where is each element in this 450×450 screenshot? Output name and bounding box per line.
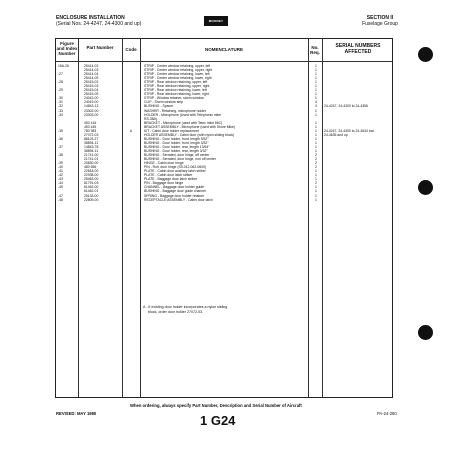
nomenclature-cell: CLIP - Storm window strip [144, 100, 184, 105]
fig-cell: -39 [58, 161, 63, 166]
quantity-cell: 1 [315, 112, 317, 117]
quantity-cell: 1 [315, 197, 317, 202]
quantity-cell: 1 [315, 185, 317, 190]
part-number-cell: 61462-00 [84, 185, 99, 190]
parts-table [55, 38, 393, 398]
quantity-cell: 2 [315, 153, 317, 158]
nomenclature-cell: BUSHING - Serrated, door hinge, off center [144, 153, 210, 158]
part-number-cell: 25414-03 [84, 68, 99, 73]
part-number-cell: 25414-05 [84, 76, 99, 81]
quantity-cell: 1 [315, 169, 317, 174]
quantity-cell: 1 [315, 84, 317, 89]
part-number-cell: 23303-00 [84, 112, 99, 117]
nomenclature-cell: HINGE - Cabin door hinge [144, 161, 184, 166]
quantity-cell: 1 [315, 193, 317, 198]
nomenclature-cell: PLATE - Cabin door auxiliary latch striker [144, 169, 206, 174]
fig-cell: -40 [58, 165, 63, 170]
fig-cell: -29 [58, 88, 63, 93]
header-left [56, 15, 141, 27]
nomenclature-cell: BUSHING - Spacer [144, 104, 174, 109]
nomenclature-cell: STRIP - Rear window retaining, lower, right [144, 92, 209, 97]
nomenclature-cell: KIT - Cabin door holder replacement [144, 128, 199, 133]
fig-cell: -37 [58, 144, 63, 149]
quantity-cell: 4 [315, 104, 317, 109]
enclosure-title: ENCLOSURE INSTALLATION [56, 15, 125, 21]
part-number-cell: 25415-05 [84, 92, 99, 97]
part-number-cell: 480 656 [84, 165, 97, 170]
binder-hole [418, 325, 433, 340]
part-number-cell: 25414-02 [84, 64, 99, 68]
binder-hole [418, 180, 433, 195]
nomenclature-cell: BRACKET - Microphone (used with Telex mike 66C) [144, 120, 223, 125]
part-number-cell: 25463-00 [84, 177, 99, 182]
nomenclature-cell: BUSHING - Door holder, front, length 9/32" [144, 136, 209, 141]
fig-cell: -35 [58, 128, 63, 133]
part-number-cell: 453 416 [84, 120, 97, 125]
section-label: SECTION II [366, 15, 394, 21]
nomenclature-cell: BUSHING - Serrated, door hinge, non off center [144, 157, 216, 162]
fig-cell: -34 [58, 112, 63, 117]
page-code: PA-24-260 [377, 411, 397, 416]
nomenclature-cell: STRIP - Center window retaining, upper, left [144, 64, 211, 68]
logo-text: MOONEY [208, 19, 224, 23]
nomenclature-cell: HOLDER - Microphone (Used with Telephonic mike [144, 112, 222, 117]
code-note [143, 305, 227, 315]
ordering-instruction: When ordering, always specify Part Number, Description and Serial Number of Aircraft [130, 403, 302, 408]
quantity-cell: 1 [315, 88, 317, 93]
nomenclature-cell: WASHER - Retaining, microphone holder [144, 108, 207, 113]
quantity-cell: 2 [315, 165, 317, 170]
part-number-cell: 61462-01 [84, 189, 99, 194]
quantity-cell: 1 [315, 108, 317, 113]
nomenclature-cell: STRIP - Rear window retaining, upper, right [144, 84, 210, 89]
part-number-cell: 453 445 [84, 124, 97, 129]
fig-cell: -41 [58, 169, 63, 174]
quantity-cell: 1 [315, 148, 317, 153]
note-line: block, order door holder 27072-03. [148, 310, 204, 314]
nomenclature-cell: BUSHING - Door holder, front, length 3/32" [144, 140, 209, 145]
part-number-cell: 24042-00 [84, 96, 99, 101]
nomenclature-cell: RS-38A) [144, 116, 158, 121]
serial-cell: 24-4247, 24-4300 to 24-4356 [324, 104, 368, 109]
part-number-cell: 23302-00 [84, 108, 99, 113]
fig-cell: -32 [58, 104, 63, 109]
revision-date: REVISED: MAY 1980 [56, 411, 97, 416]
nomenclature-cell: CHANNEL - Baggage door holder guide [144, 185, 204, 190]
nomenclature-cell: STRIP - Window retainer, storm window [144, 96, 204, 101]
part-number-cell: 21741-01 [84, 157, 99, 162]
quantity-cell: 1 [315, 72, 317, 77]
nomenclature-cell: PIN - Baggage door hinge [144, 181, 184, 186]
fig-cell: -36 [58, 136, 63, 141]
nomenclature-cell: BUSHING - Baggage door guide channel [144, 189, 206, 194]
code-cell: A [129, 128, 133, 133]
nomenclature-cell: STRIP - Center window retaining, lower, left [144, 72, 210, 77]
part-number-cell: 20830-00 [84, 161, 99, 166]
part-number-cell: 780 983 [84, 128, 97, 133]
part-number-cell: 38894-11 [84, 148, 99, 153]
part-number-cell: 88103-27 [84, 136, 99, 141]
serial-cell: 24-4635 and up [324, 132, 348, 137]
quantity-cell: 1 [315, 96, 317, 101]
quantity-cell: 1 [315, 132, 317, 137]
fig-cell: -44 [58, 181, 63, 186]
part-number-cell: 21741-00 [84, 153, 99, 158]
part-number-cell: 22938-00 [84, 173, 99, 178]
quantity-cell: 4 [315, 100, 317, 105]
col-header-part: Part Number [86, 45, 114, 50]
col-header-code: Code [125, 47, 137, 52]
quantity-cell: 1 [315, 173, 317, 178]
serial-range-subtitle: (Serial Nos. 24-4247, 24-4300 and up) [56, 21, 142, 27]
part-number-cell: 25415-02 [84, 80, 99, 85]
quantity-cell: 1 [315, 64, 317, 68]
nomenclature-cell: PLATE - Baggage door latch striker [144, 177, 198, 182]
brand-logo [204, 16, 228, 26]
note-line: A - If existing door holder incorporates a nylon sliding [143, 305, 228, 309]
quantity-cell: 1 [315, 177, 317, 182]
quantity-cell: 1 [315, 92, 317, 97]
part-number-cell: 25414-04 [84, 72, 99, 77]
fig-cell: -48 [58, 197, 63, 202]
quantity-cell: 2 [315, 157, 317, 162]
nomenclature-cell: STRIP - Center window retaining, upper, right [144, 68, 213, 73]
part-number-cell: 27072-03 [84, 132, 99, 137]
nomenclature-cell: STRIP - Center window retaining, lower, right [144, 76, 212, 81]
fig-cell: -30 [58, 96, 63, 101]
col-header-fig: Figure and Index Number [56, 41, 78, 57]
quantity-cell: 1 [315, 144, 317, 149]
fig-cell: -31 [58, 100, 63, 105]
part-number-cell: 25415-04 [84, 88, 99, 93]
nomenclature-cell: BUSHING - Door holder, rear, length 13/64" [144, 144, 210, 149]
part-number-cell: 22818-00 [84, 169, 99, 174]
quantity-cell: 1 [315, 120, 317, 125]
quantity-cell: 1 [315, 136, 317, 141]
quantity-cell: 1 [315, 140, 317, 145]
serial-cell: 24-4247, 24-4300 to 24-4634 incl. [324, 128, 375, 133]
fig-cell: -27 [58, 72, 63, 77]
binder-hole [418, 47, 433, 62]
part-number-cell: 25133-00 [84, 193, 99, 198]
part-number-cell: 81791-03 [84, 181, 99, 186]
quantity-cell: 1 [315, 76, 317, 81]
quantity-cell: 1 [315, 80, 317, 85]
nomenclature-cell: STRIP - Rear window retaining, upper, left [144, 80, 208, 85]
fig-cell: -43 [58, 177, 63, 182]
table-row [56, 198, 394, 202]
col-header-req: No. Req. [310, 45, 320, 56]
table-body [56, 64, 394, 202]
fig-cell: -33 [58, 108, 63, 113]
nomenclature-cell: BRACKET ASSEMBLY - Microphone (used with Shure Mike) [144, 124, 236, 129]
part-number-cell: 25415-03 [84, 84, 99, 89]
nomenclature-cell: PLATE - Cabin door latch striker [144, 173, 193, 178]
nomenclature-cell: BUSHING - Door holder, rear, length 3/32" [144, 148, 208, 153]
quantity-cell: 2 [315, 181, 317, 186]
nomenclature-cell: RECEPTACLE ASSEMBLY - Cabin door latch [144, 197, 213, 202]
quantity-cell: 2 [315, 161, 317, 166]
section-group: Fuselage Group [362, 21, 398, 27]
col-header-serial: SERIAL NUMBERS AFFECTED [335, 43, 381, 55]
page-number: 1 G24 [200, 413, 236, 428]
fig-cell: 15A-26 [58, 64, 69, 68]
header-divider [56, 61, 392, 62]
part-number-cell: 22809-00 [84, 197, 99, 202]
part-number-cell: 14843-78 [84, 144, 99, 149]
nomenclature-cell: HOLDER ASSEMBLY - Cabin door (with nylon sliding block) [144, 132, 235, 137]
quantity-cell: 1 [315, 189, 317, 194]
quantity-cell: 1 [315, 124, 317, 129]
fig-cell: -28 [58, 80, 63, 85]
fig-cell: -47 [58, 193, 63, 198]
part-number-cell: 24019-00 [84, 100, 99, 105]
quantity-cell: 1 [315, 128, 317, 133]
col-header-nomenclature: NOMENCLATURE [205, 47, 243, 52]
quantity-cell: 1 [315, 68, 317, 73]
nomenclature-cell: STRIP - Rear window retaining, lower, left [144, 88, 207, 93]
part-number-cell: 14843-13 [84, 104, 99, 109]
nomenclature-cell: SPRING - Baggage door holder retainer [144, 193, 205, 198]
fig-cell: -38 [58, 153, 63, 158]
part-number-cell: 38894-11 [84, 140, 99, 145]
header-right [355, 15, 405, 27]
fig-cell: -45 [58, 185, 63, 190]
fig-cell: -42 [58, 173, 63, 178]
nomenclature-cell: PIN - Roll, door hinge (S9-012-062-0600) [144, 165, 207, 170]
